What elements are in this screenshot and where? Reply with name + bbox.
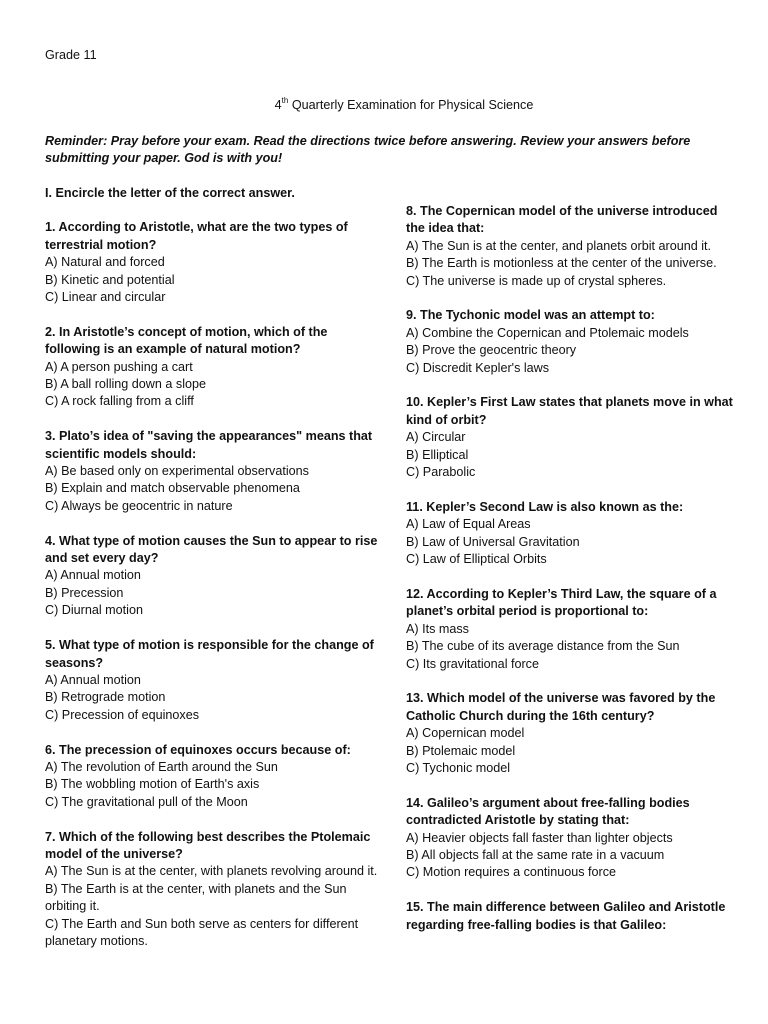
- answer-option[interactable]: A) The Sun is at the center, with planets revolving around it.: [45, 864, 378, 879]
- answer-option[interactable]: B) Retrograde motion: [45, 690, 166, 705]
- exam-reminder: Reminder: Pray before your exam. Read the directions twice before answering. Review your answers before submitting your paper. God is with you!: [45, 134, 691, 166]
- question-item: [45, 219, 380, 306]
- question-stem: 14. Galileo’s argument about free-falling bodies contradicted Aristotle by stating that:: [406, 795, 690, 828]
- answer-option[interactable]: C) Motion requires a continuous force: [406, 865, 616, 880]
- answer-option[interactable]: B) Precession: [45, 585, 124, 600]
- question-stem: 7. Which of the following best describes the Ptolemaic model of the universe?: [45, 829, 371, 861]
- answer-option[interactable]: A) Law of Equal Areas: [406, 517, 531, 532]
- answer-option[interactable]: C) The Earth and Sun both serve as centers for different planetary motions.: [45, 916, 359, 948]
- question-stem: 3. Plato’s idea of "saving the appearances" means that scientific models should:: [45, 429, 373, 461]
- answer-option[interactable]: B) The Earth is at the center, with planets and the Sun orbiting it.: [45, 881, 347, 914]
- question-stem: 13. Which model of the universe was favored by the Catholic Church during the 16th century?: [406, 691, 716, 723]
- question-stem: 12. According to Kepler’s Third Law, the square of a planet’s orbital period is proportional to:: [406, 586, 717, 619]
- answer-option[interactable]: B) All objects fall at the same rate in a vacuum: [406, 847, 665, 862]
- answer-option[interactable]: C) Always be geocentric in nature: [45, 498, 233, 513]
- question-stem: 4. What type of motion causes the Sun to appear to rise and set every day?: [45, 533, 378, 566]
- question-item: [45, 829, 380, 951]
- question-item: [406, 586, 736, 673]
- answer-option[interactable]: A) Annual motion: [45, 672, 141, 687]
- question-stem: 8. The Copernican model of the universe introduced the idea that:: [406, 204, 718, 236]
- right-question-list: [406, 203, 736, 934]
- answer-option[interactable]: C) The gravitational pull of the Moon: [45, 794, 248, 809]
- question-stem: 15. The main difference between Galileo and Aristotle regarding free-falling bodies is that Galileo:: [406, 900, 726, 932]
- answer-option[interactable]: A) Circular: [406, 430, 466, 445]
- question-stem: 6. The precession of equinoxes occurs because of:: [45, 742, 351, 757]
- answer-option[interactable]: A) The Sun is at the center, and planets orbit around it.: [406, 238, 712, 253]
- answer-option[interactable]: C) Parabolic: [406, 465, 476, 480]
- answer-option[interactable]: B) Explain and match observable phenomena: [45, 481, 300, 496]
- question-stem: 11. Kepler’s Second Law is also known as the:: [406, 499, 684, 514]
- question-item: [406, 307, 736, 377]
- question-stem: 5. What type of motion is responsible for the change of seasons?: [45, 638, 374, 670]
- section-title: I. Encircle the letter of the correct answer.: [45, 186, 295, 200]
- answer-option[interactable]: B) Elliptical: [406, 447, 469, 462]
- grade-label: Grade 11: [45, 48, 97, 62]
- answer-option[interactable]: A) The revolution of Earth around the Sun: [45, 759, 278, 774]
- answer-option[interactable]: B) Prove the geocentric theory: [406, 343, 577, 358]
- answer-option[interactable]: C) Linear and circular: [45, 290, 166, 305]
- answer-option[interactable]: B) The wobbling motion of Earth's axis: [45, 777, 260, 792]
- question-item: [45, 324, 380, 411]
- answer-option[interactable]: B) Kinetic and potential: [45, 272, 175, 287]
- question-item: [406, 499, 736, 569]
- answer-option[interactable]: C) Tychonic model: [406, 760, 511, 775]
- answer-option[interactable]: B) The Earth is motionless at the center of the universe.: [406, 256, 717, 271]
- answer-option[interactable]: A) Its mass: [406, 621, 469, 636]
- answer-option[interactable]: A) Copernican model: [406, 726, 525, 741]
- answer-option[interactable]: C) Diurnal motion: [45, 603, 143, 618]
- title-ordinal-number: 4: [274, 98, 282, 112]
- question-item: [45, 428, 380, 515]
- question-item: [45, 533, 380, 620]
- title-text: Quarterly Examination for Physical Science: [288, 98, 534, 112]
- question-item: [45, 742, 380, 812]
- question-item: [406, 394, 736, 481]
- answer-option[interactable]: C) Its gravitational force: [406, 656, 539, 671]
- left-question-list: [45, 219, 380, 950]
- answer-option[interactable]: C) The universe is made up of crystal spheres.: [406, 273, 667, 288]
- answer-option[interactable]: A) A person pushing a cart: [45, 359, 193, 374]
- answer-option[interactable]: A) Combine the Copernican and Ptolemaic models: [406, 325, 689, 340]
- question-stem: 2. In Aristotle’s concept of motion, which of the following is an example of natural motion?: [45, 324, 328, 357]
- question-item: [406, 899, 736, 934]
- question-item: [406, 203, 736, 290]
- answer-option[interactable]: C) Law of Elliptical Orbits: [406, 552, 547, 567]
- question-item: [45, 637, 380, 724]
- answer-option[interactable]: C) Precession of equinoxes: [45, 707, 200, 722]
- answer-option[interactable]: B) Law of Universal Gravitation: [406, 534, 580, 549]
- answer-option[interactable]: B) Ptolemaic model: [406, 743, 516, 758]
- question-stem: 10. Kepler’s First Law states that planets move in what kind of orbit?: [406, 395, 733, 427]
- answer-option[interactable]: A) Natural and forced: [45, 255, 165, 270]
- answer-option[interactable]: A) Annual motion: [45, 568, 141, 583]
- question-item: [406, 690, 736, 777]
- answer-option[interactable]: A) Be based only on experimental observations: [45, 464, 309, 479]
- exam-title: [0, 97, 768, 114]
- answer-option[interactable]: A) Heavier objects fall faster than lighter objects: [406, 830, 673, 845]
- left-column: [45, 185, 380, 968]
- answer-option[interactable]: B) The cube of its average distance from the Sun: [406, 639, 680, 654]
- right-column: [406, 203, 736, 951]
- question-item: [406, 795, 736, 882]
- question-stem: 1. According to Aristotle, what are the two types of terrestrial motion?: [45, 220, 348, 252]
- answer-option[interactable]: B) A ball rolling down a slope: [45, 377, 207, 392]
- question-stem: 9. The Tychonic model was an attempt to:: [406, 308, 655, 323]
- title-ordinal-suffix: th: [281, 96, 289, 105]
- answer-option[interactable]: C) Discredit Kepler's laws: [406, 360, 550, 375]
- answer-option[interactable]: C) A rock falling from a cliff: [45, 394, 194, 409]
